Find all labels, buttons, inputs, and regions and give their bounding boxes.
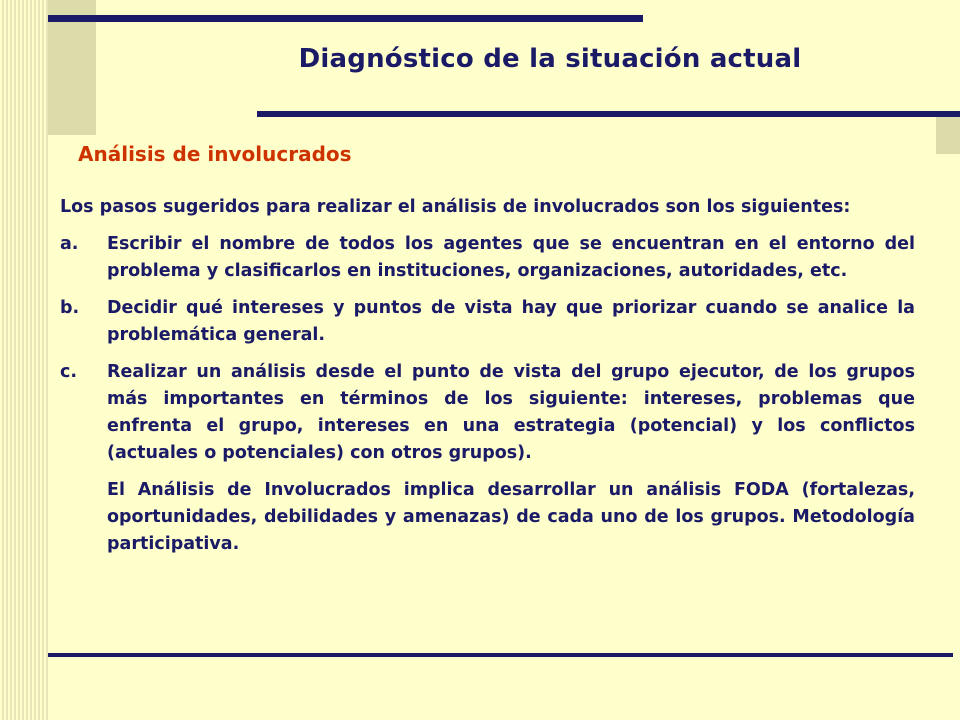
intro-paragraph: Los pasos sugeridos para realizar el análisis de involucrados son los siguientes: — [60, 197, 851, 217]
decorative-stripes — [0, 0, 48, 720]
list-item-c — [60, 359, 915, 467]
list-item-b — [60, 295, 915, 349]
closing-note: El Análisis de Involucrados implica desarrollar un análisis FODA (fortalezas, oportunidades, debilidades y amenazas) de cada uno de los grupos. Metodología participativa. — [107, 480, 915, 554]
list-item-label: c. — [60, 362, 78, 382]
list-item-label: a. — [60, 234, 79, 254]
list-item-label: b. — [60, 298, 80, 318]
list-item-text: Escribir el nombre de todos los agentes que se encuentran en el entorno del problema y clasificarlos en instituciones, organizaciones, autoridades, etc. — [107, 234, 915, 281]
slide-title: Diagnóstico de la situación actual — [298, 44, 802, 74]
slide-subtitle: Análisis de involucrados — [78, 142, 352, 166]
decorative-bar-bottom — [48, 653, 953, 657]
decorative-tan-block-right — [936, 112, 960, 154]
decorative-bar-top — [48, 15, 643, 22]
decorative-bar-middle — [257, 111, 960, 117]
list-item-text: Decidir qué intereses y puntos de vista hay que priorizar cuando se analice la problemática general. — [107, 298, 915, 345]
list-item-text: Realizar un análisis desde el punto de vista del grupo ejecutor, de los grupos más importantes en términos de los siguiente: intereses, problemas que enfrenta el grupo, intereses en una estrategia (potencial) y los conflictos (actuales o potenciales) con otros grupos). — [107, 362, 915, 463]
list-item-a — [60, 231, 915, 285]
slide-body — [60, 194, 915, 558]
